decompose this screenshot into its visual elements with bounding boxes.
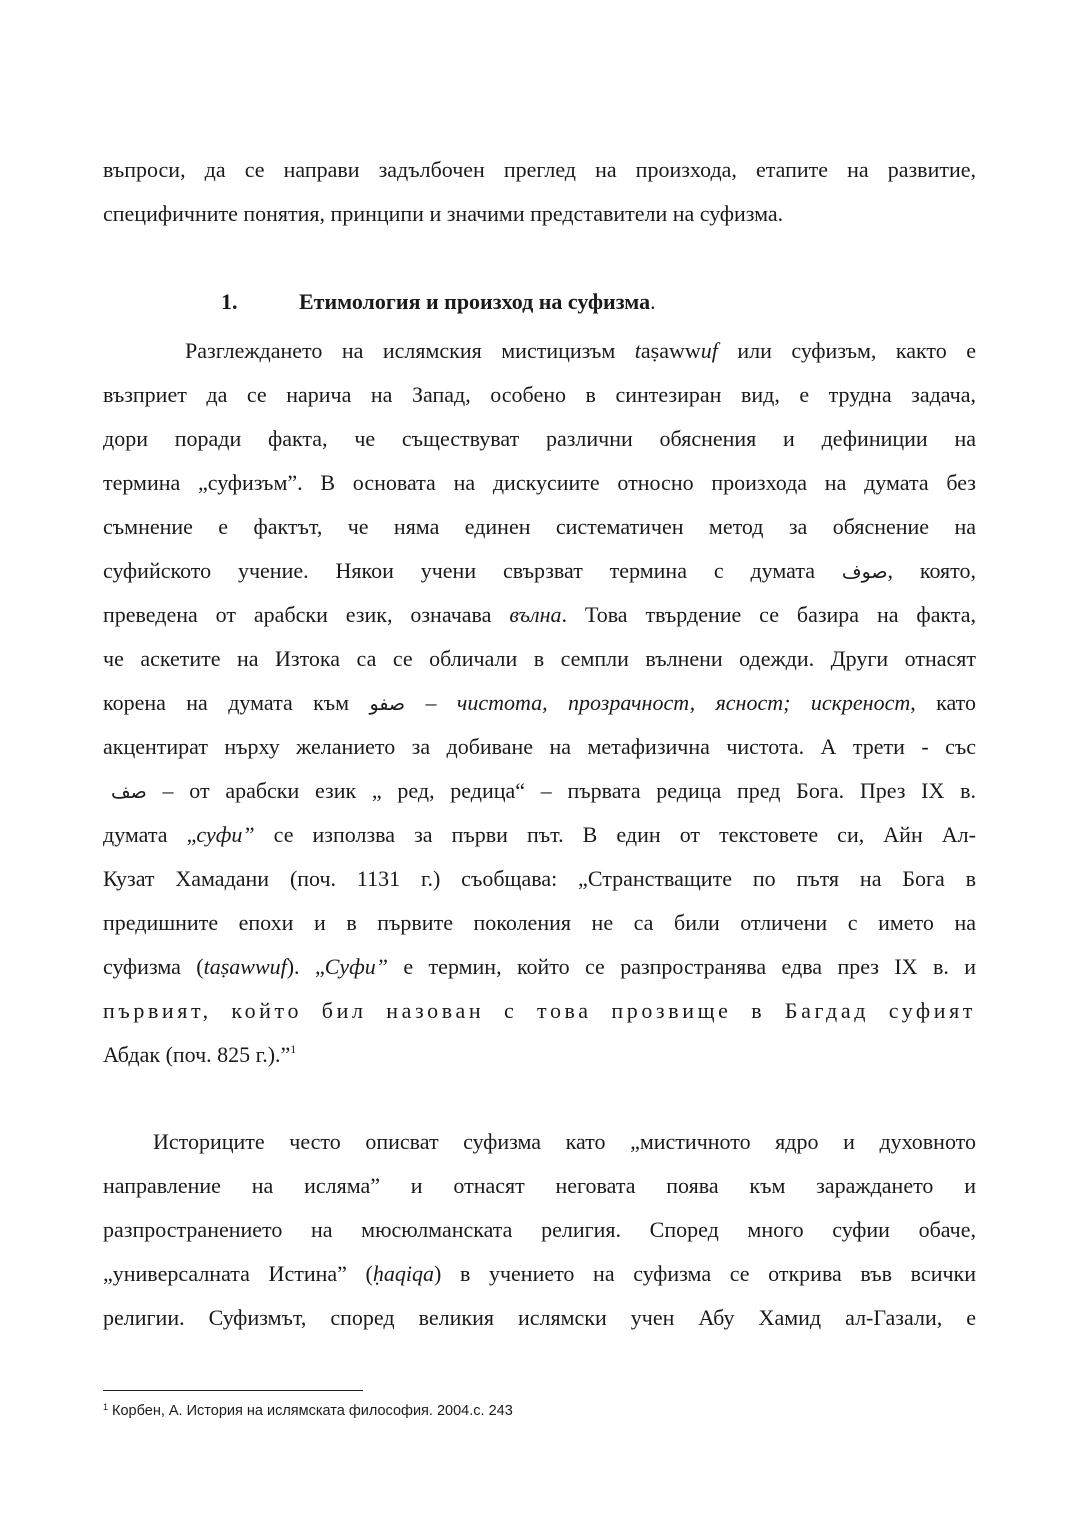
footnote-separator (103, 1390, 363, 1391)
text-span: – (405, 690, 457, 715)
text-line: Историците често описват суфизма като „мистичното ядро и духовното (153, 1129, 976, 1154)
text-line (103, 769, 976, 813)
italic-term: ḥaqiqa (372, 1261, 434, 1286)
section-number: 1. (221, 289, 238, 314)
footnote-marker: 1 (103, 1402, 109, 1412)
text-line: дори поради факта, че съществуват различни обяснения и дефиниции на (103, 426, 976, 451)
text-span: суфийското учение. Някои учени свързват термина с думата (103, 558, 842, 583)
text-span: – от арабски език „ ред, редица“ – първата редица пред Бога. През IX в. (146, 778, 976, 803)
text-line (103, 1252, 976, 1296)
text-span: Разглеждането на ислямския мистицизъм (185, 338, 635, 363)
text-line (103, 813, 976, 857)
text-span: е термин, който се разпространява едва през IX в. и (388, 954, 977, 979)
italic-term: суфи” (196, 822, 255, 847)
text-line: първият, който бил назован с това прозвище в Багдад суфият (103, 998, 976, 1023)
text-line (103, 1033, 976, 1077)
text-span: или суфизъм, както е (717, 338, 977, 363)
text-line (103, 549, 976, 593)
text-span: суфизма ( (103, 954, 204, 979)
footnote-reference[interactable]: 1 (290, 1042, 297, 1056)
italic-term: taṣawwuf (203, 954, 287, 979)
text-line: въпроси, да се направи задълбочен преглед на произхода, етапите на развитие, (103, 157, 976, 182)
history-paragraph (103, 1120, 976, 1340)
arabic-word: صف (111, 781, 147, 803)
text-line: специфичните понятия, принципи и значими представители на суфизма. (103, 201, 784, 226)
term-italic: uf (700, 338, 718, 363)
text-line: направление на исляма” и отнасят неговата поява към зараждането и (103, 1173, 976, 1198)
text-line (103, 329, 976, 373)
text-span: думата „ (103, 822, 197, 847)
text-span: , като (910, 690, 977, 715)
etymology-paragraph (103, 329, 976, 1077)
italic-term: вълна (509, 602, 562, 627)
arabic-word: صفو (369, 693, 406, 715)
text-line: религии. Суфизмът, според великия ислямски учен Абу Хамид ал-Газали, е (103, 1305, 976, 1330)
text-span: Абдак (поч. 825 г.).” (103, 1042, 291, 1067)
arabic-word: صوف (841, 561, 888, 583)
text-span: ). „ (286, 954, 325, 979)
section-title-period: . (650, 289, 656, 314)
text-line: разпространението на мюсюлманската религия. Според много суфии обаче, (103, 1217, 976, 1242)
text-line (103, 945, 976, 989)
italic-term: Суфи” (324, 954, 389, 979)
text-span: преведена от арабски език, означава (103, 602, 510, 627)
text-line (103, 681, 976, 725)
italic-term: чистота, прозрачност, ясност; искреност (456, 690, 911, 715)
section-heading (221, 282, 656, 322)
text-span: . Това твърдение се базира на факта, (561, 602, 976, 627)
term-italic: t (634, 338, 641, 363)
term-roman: aṣaww (640, 338, 701, 363)
section-title: Етимология и произход на суфизма (299, 289, 651, 314)
text-span: , която, (887, 558, 977, 583)
text-span: ) в учението на суфизма се открива във всички (433, 1261, 976, 1286)
footnote (103, 1403, 513, 1419)
text-line: съмнение е фактът, че няма единен систематичен метод за обяснение на (103, 514, 976, 539)
text-line: че аскетите на Изтока са се обличали в семпли вълнени одежди. Други отнасят (103, 646, 976, 671)
text-line: Кузат Хамадани (поч. 1131 г.) съобщава: „Странстващите по пътя на Бога в (103, 866, 976, 891)
text-line: термина „суфизъм”. В основата на дискусиите относно произхода на думата без (103, 470, 976, 495)
footnote-text: Корбен, А. История на ислямската философия. 2004.с. 243 (108, 1403, 513, 1419)
intro-paragraph (103, 148, 976, 236)
text-span: „универсалната Истина” ( (103, 1261, 373, 1286)
text-span: корена на думата към (103, 690, 370, 715)
text-line: предишните епохи и в първите поколения не са били отличени с името на (103, 910, 976, 935)
text-span: се използва за първи път. В един от текстовете си, Айн Ал- (254, 822, 976, 847)
text-line: акцентират нърху желанието за добиване на метафизична чистота. А трети - със (103, 734, 976, 759)
text-line: възприет да се нарича на Запад, особено в синтезиран вид, е трудна задача, (103, 382, 976, 407)
text-line (103, 593, 976, 637)
